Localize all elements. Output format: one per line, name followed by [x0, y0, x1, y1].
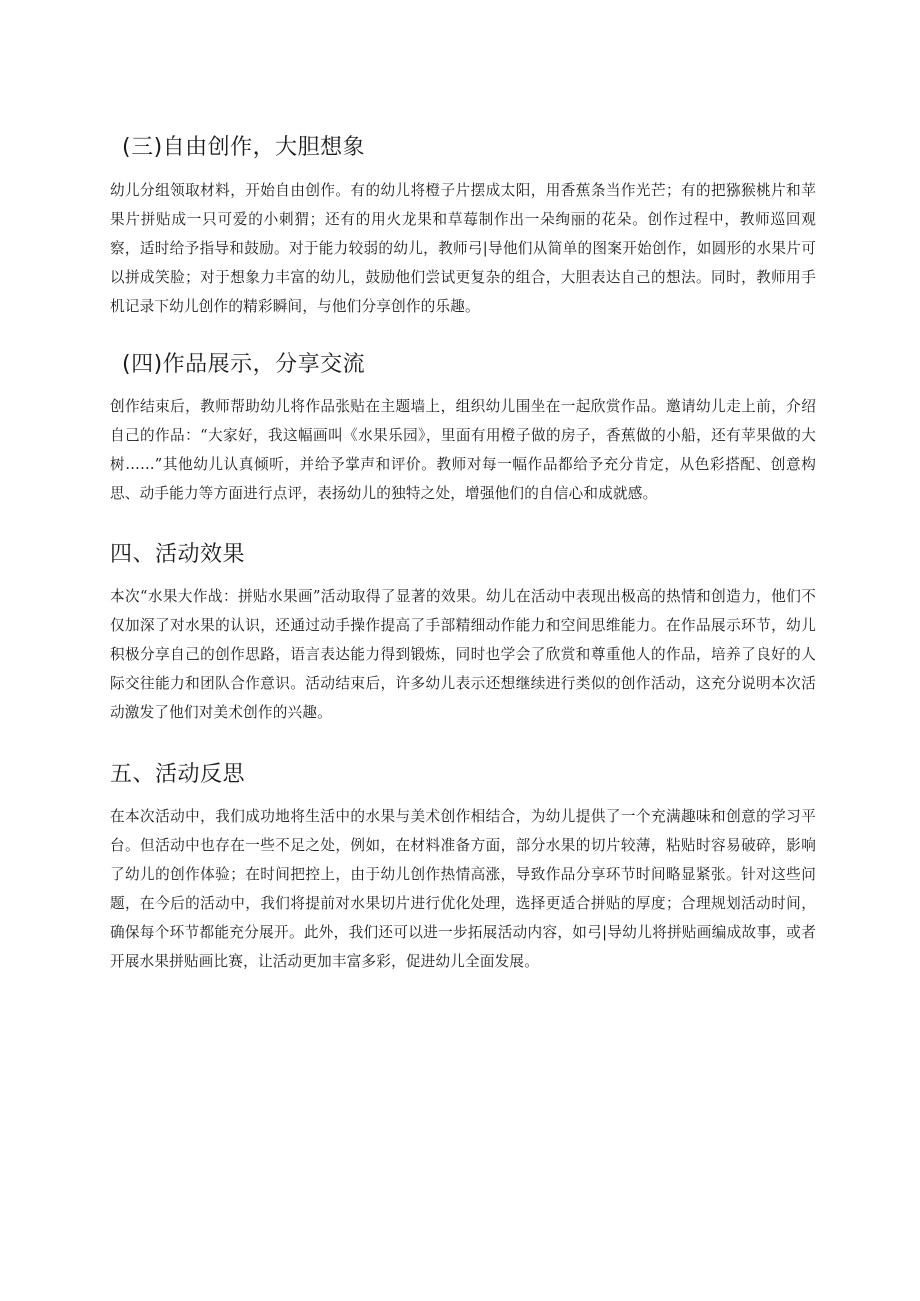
section-work-display	[110, 350, 816, 508]
section-heading: (四)作品展示，分享交流	[122, 352, 366, 377]
section-paragraph: 在本次活动中，我们成功地将生活中的水果与美术创作相结合，为幼儿提供了一个充满趣味和创意的学习平台。但活动中也存在一些不足之处，例如，在材料准备方面，部分水果的切片较薄，粘贴时容易破碎，影响了幼儿的创作体验；在时间把控上，由于幼儿创作热情高涨，导致作品分享环节时间略显紧张。针对这些问题，在今后的活动中，我们将提前对水果切片进行优化处理，选择更适合拼贴的厚度；合理规划活动时间，确保每个环节都能充分展开。此外，我们还可以进一步拓展活动内容，如弓|导幼儿将拼贴画编成故事，或者开展水果拼贴画比赛，让活动更加丰富多彩，促进幼儿全面发展。	[110, 808, 816, 970]
section-paragraph: 创作结束后，教师帮助幼儿将作品张贴在主题墙上，组织幼儿围坐在一起欣赏作品。邀请幼儿走上前，介绍自己的作品：“大家好，我这幅画叫《水果乐园》，里面有用橙子做的房子，香蕉做的小船，还有苹果做的大树……”其他幼儿认真倾听，并给予掌声和评价。教师对每一幅作品都给予充分肯定，从色彩搭配、创意构思、动手能力等方面进行点评，表扬幼儿的独特之处，增强他们的自信心和成就感。	[110, 398, 816, 502]
section-activity-effect	[110, 540, 816, 727]
section-paragraph: 本次“水果大作战：拼贴水果画”活动取得了显著的效果。幼儿在活动中表现出极高的热情和创造力，他们不仅加深了对水果的认识，还通过动手操作提高了手部精细动作能力和空间思维能力。在作品展示环节，幼儿积极分享自己的创作思路，语言表达能力得到锻炼，同时也学会了欣赏和尊重他人的作品，培养了良好的人际交往能力和团队合作意识。活动结束后，许多幼儿表示还想继续进行类似的创作活动，这充分说明本次活动激发了他们对美术创作的兴趣。	[110, 588, 816, 721]
section-free-creation	[110, 133, 816, 321]
section-heading: 五、活动反思	[110, 762, 246, 787]
section-heading: 四、活动效果	[110, 542, 246, 567]
section-paragraph: 幼儿分组领取材料，开始自由创作。有的幼儿将橙子片摆成太阳，用香蕉条当作光芒；有的把猕猴桃片和苹果片拼贴成一只可爱的小刺猬；还有的用火龙果和草莓制作出一朵绚丽的花朵。创作过程中，教师巡回观察，适时给予指导和鼓励。对于能力较弱的幼儿，教师弓|导他们从简单的图案开始创作，如圆形的水果片可以拼成笑脸；对于想象力丰富的幼儿，鼓励他们尝试更复杂的组合，大胆表达自己的想法。同时，教师用手机记录下幼儿创作的精彩瞬间，与他们分享创作的乐趣。	[110, 182, 816, 315]
section-heading: (三)自由创作，大胆想象	[122, 135, 366, 160]
section-activity-reflection	[110, 760, 816, 976]
